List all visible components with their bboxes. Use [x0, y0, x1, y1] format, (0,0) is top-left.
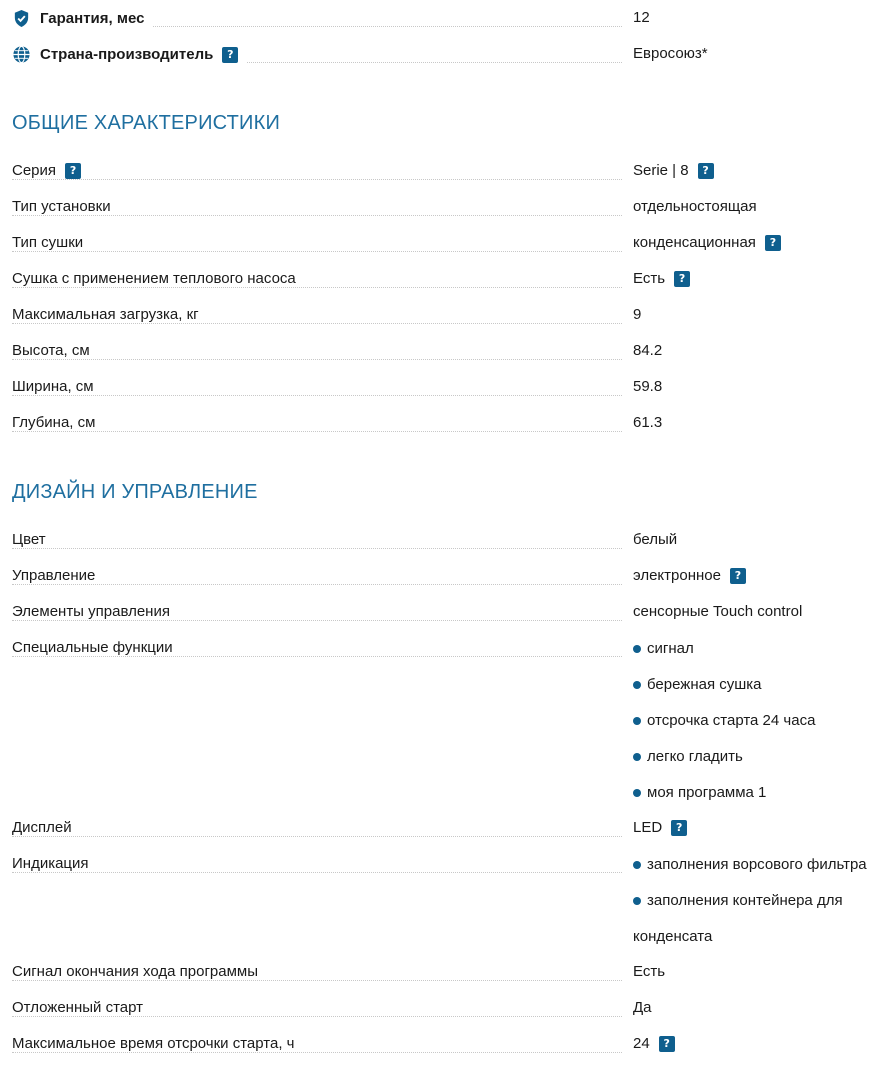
dotted-leader — [12, 980, 622, 981]
spec-row — [12, 630, 882, 666]
spec-value: 61.3 — [633, 414, 663, 431]
spec-value: конденсационная — [633, 234, 756, 251]
spec-label: Серия — [12, 162, 57, 179]
dotted-leader — [12, 620, 622, 621]
spec-row — [12, 990, 882, 1026]
spec-row — [12, 189, 882, 225]
bullet-icon — [633, 645, 641, 653]
spec-label: Страна-производитель — [40, 46, 214, 63]
spec-label: Ширина, см — [12, 378, 94, 395]
spec-label: Цвет — [12, 531, 46, 548]
help-icon[interactable]: ? — [659, 1036, 675, 1052]
spec-label: Отложенный старт — [12, 999, 144, 1016]
spec-value: сенсорные Touch control — [633, 603, 803, 620]
dotted-leader — [12, 215, 622, 216]
list-item: бережная сушка — [633, 676, 762, 693]
spec-label: Глубина, см — [12, 414, 96, 431]
spec-value: Есть — [633, 270, 666, 287]
list-item: заполнения контейнера для — [633, 892, 843, 909]
spec-label: Сигнал окончания хода программы — [12, 963, 259, 980]
spec-value: 84.2 — [633, 342, 663, 359]
list-item-continuation: конденсата — [633, 928, 713, 945]
dotted-leader — [12, 1016, 622, 1017]
spec-row — [12, 522, 882, 558]
dotted-leader — [12, 395, 622, 396]
spec-label: Максимальное время отсрочки старта, ч — [12, 1035, 295, 1052]
bullet-icon — [633, 789, 641, 797]
spec-value: 59.8 — [633, 378, 663, 395]
spec-row — [12, 1026, 882, 1062]
dotted-leader — [12, 836, 622, 837]
spec-label: Индикация — [12, 855, 89, 872]
list-item: легко гладить — [633, 748, 743, 765]
spec-label: Элементы управления — [12, 603, 170, 620]
spec-value: Евросоюз* — [633, 45, 708, 62]
bullet-icon — [633, 897, 641, 905]
dotted-leader — [12, 584, 622, 585]
dotted-leader — [12, 872, 622, 873]
dotted-leader — [12, 179, 622, 180]
section-title-design: ДИЗАЙН И УПРАВЛЕНИЕ — [12, 481, 258, 503]
shield-check-icon — [12, 9, 31, 28]
help-icon[interactable]: ? — [698, 163, 714, 179]
spec-row — [12, 261, 882, 297]
dotted-leader — [12, 359, 622, 360]
globe-icon — [12, 45, 31, 64]
spec-value: Да — [633, 999, 652, 1016]
dotted-leader — [12, 287, 622, 288]
help-icon[interactable]: ? — [730, 568, 746, 584]
spec-row — [12, 369, 882, 405]
help-icon[interactable]: ? — [674, 271, 690, 287]
dotted-leader — [12, 1052, 622, 1053]
spec-row-warranty — [12, 0, 882, 36]
spec-value: Serie | 8 — [633, 162, 689, 179]
spec-value: белый — [633, 531, 678, 548]
dotted-leader — [12, 431, 622, 432]
list-item: заполнения ворсового фильтра — [633, 856, 867, 873]
dotted-leader — [12, 656, 622, 657]
spec-row — [12, 558, 882, 594]
spec-label: Специальные функции — [12, 639, 173, 656]
help-icon[interactable]: ? — [65, 163, 81, 179]
bullet-icon — [633, 717, 641, 725]
spec-row — [12, 594, 882, 630]
spec-row — [12, 153, 882, 189]
spec-label: Тип установки — [12, 198, 111, 215]
spec-label: Дисплей — [12, 819, 72, 836]
spec-row — [12, 954, 882, 990]
section-title-general: ОБЩИЕ ХАРАКТЕРИСТИКИ — [12, 112, 281, 134]
spec-label: Гарантия, мес — [40, 10, 145, 27]
spec-label: Высота, см — [12, 342, 90, 359]
bullet-icon — [633, 681, 641, 689]
spec-row — [12, 405, 882, 441]
spec-value: 24 — [633, 1035, 650, 1052]
list-item: моя программа 1 — [633, 784, 766, 801]
dotted-leader — [12, 548, 622, 549]
help-icon[interactable]: ? — [671, 820, 687, 836]
dotted-leader — [12, 251, 622, 252]
spec-value: LED — [633, 819, 663, 836]
spec-row — [12, 333, 882, 369]
bullet-icon — [633, 861, 641, 869]
spec-value: отдельностоящая — [633, 198, 757, 215]
spec-row-country — [12, 36, 882, 72]
spec-value: Есть — [633, 963, 666, 980]
list-item: отсрочка старта 24 часа — [633, 712, 815, 729]
spec-label: Тип сушки — [12, 234, 84, 251]
spec-value: электронное — [633, 567, 721, 584]
spec-row — [12, 297, 882, 333]
spec-label: Максимальная загрузка, кг — [12, 306, 199, 323]
spec-label: Сушка с применением теплового насоса — [12, 270, 296, 287]
spec-value: 9 — [633, 306, 642, 323]
bullet-icon — [633, 753, 641, 761]
list-item: сигнал — [633, 640, 694, 657]
spec-value: 12 — [633, 9, 650, 26]
help-icon[interactable]: ? — [222, 47, 238, 63]
dotted-leader — [12, 323, 622, 324]
spec-row — [12, 810, 882, 846]
spec-label: Управление — [12, 567, 96, 584]
spec-row — [12, 225, 882, 261]
help-icon[interactable]: ? — [765, 235, 781, 251]
